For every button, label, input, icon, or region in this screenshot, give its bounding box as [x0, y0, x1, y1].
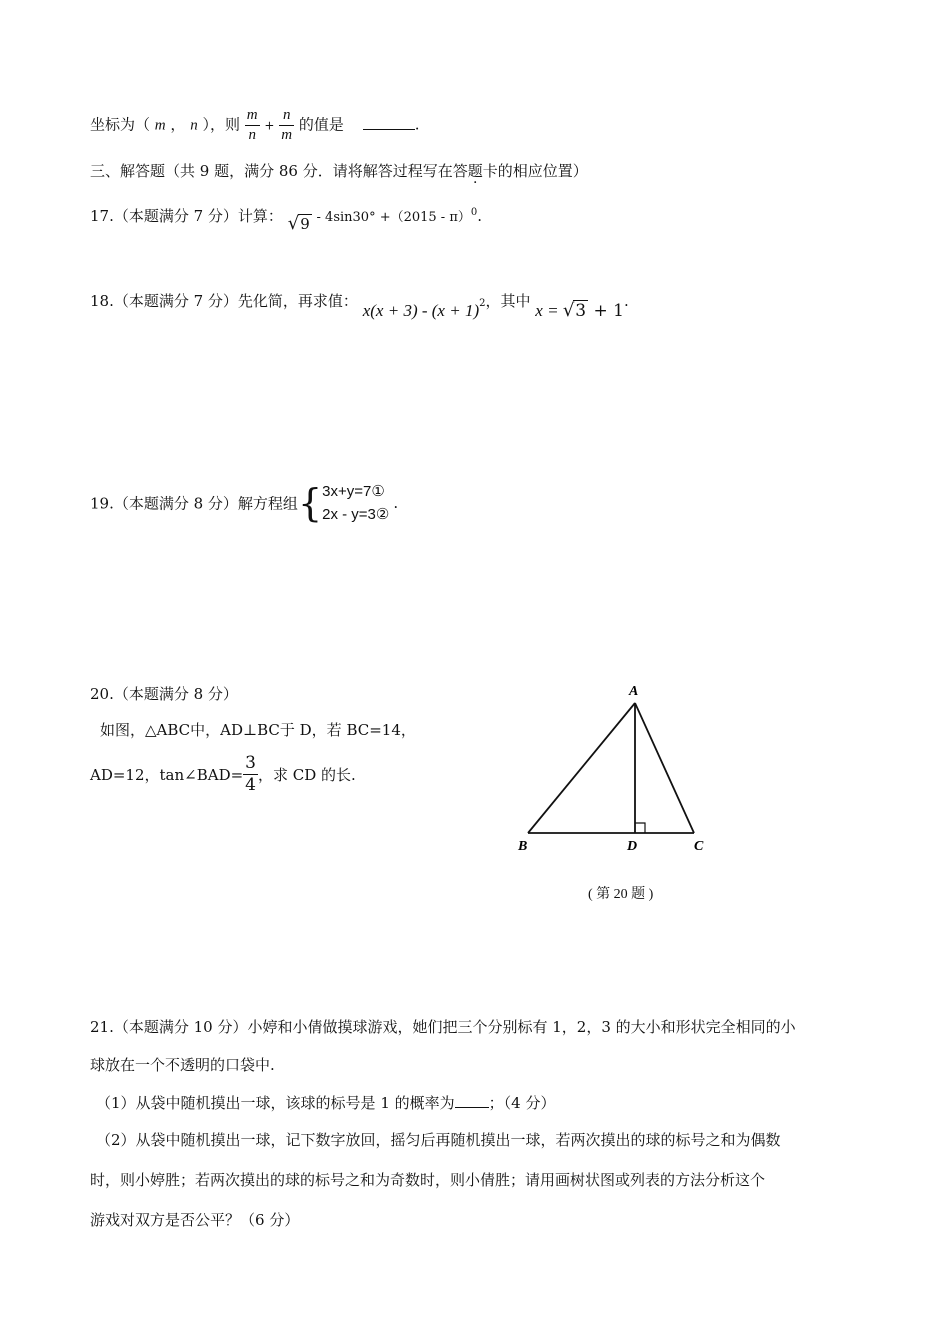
question-19 — [90, 480, 398, 526]
emphasis-text: 答题卡 — [452, 162, 498, 180]
frac-num: n — [279, 108, 294, 126]
answer-blank — [455, 1107, 489, 1108]
equation-1: 3x+y=7① — [322, 483, 385, 500]
question-20-line1: 如图，△ABC中，AD⊥BC于 D，若 BC=14， — [100, 721, 416, 739]
label-b: B — [518, 839, 528, 854]
frac-num: m — [245, 108, 260, 126]
period: . — [393, 494, 399, 512]
x-equals: x = — [535, 301, 563, 320]
text: ，求 CD 的长. — [258, 766, 356, 784]
text: ， — [170, 115, 186, 134]
text: 三、解答题（共 9 题，满分 86 分．请将解答过程写在 — [90, 162, 453, 180]
question-21-line2: 球放在一个不透明的口袋中. — [90, 1056, 275, 1074]
answer-blank — [363, 129, 415, 130]
text: ，其中 — [485, 292, 531, 310]
line-coordinate — [90, 108, 419, 143]
text: 的相应位置） — [497, 162, 588, 180]
question-20-label: 20.（本题满分 8 分） — [90, 685, 238, 703]
question-21-part2-line2: 时，则小婷胜；若两次摸出的球的标号之和为奇数时，则小倩胜；请用画树状图或列表的方法分析这个 — [90, 1171, 766, 1189]
label-c: C — [694, 839, 704, 854]
section-header — [90, 160, 588, 181]
frac-den: 4 — [245, 775, 256, 795]
expression: - 4sin30° +（2015 - π） — [316, 210, 471, 225]
period: . — [414, 115, 420, 134]
question-21-part1 — [96, 1092, 555, 1113]
fraction-3-over-4 — [243, 755, 258, 794]
text: AD=12，tan∠BAD= — [90, 766, 244, 784]
exponent: 0 — [470, 207, 478, 218]
equation-2: 2x - y=3② — [322, 506, 390, 523]
equation-system — [322, 480, 389, 526]
text: 坐标为（ — [90, 115, 151, 134]
sqrt-symbol: √ — [287, 213, 300, 234]
text: 的值是 — [298, 115, 344, 134]
var-m: m — [154, 117, 166, 134]
plus-sign: + — [264, 118, 275, 133]
question-21-part2-line1: （2）从袋中随机摸出一球，记下数字放回，摇匀后再随机摸出一球，若两次摸出的球的标号之和为偶数 — [96, 1131, 781, 1149]
exponent: 2 — [479, 298, 486, 309]
question-label: 18.（本题满分 7 分）先化简，再求值： — [90, 292, 358, 310]
figure-caption: ( 第 20 题 ) — [588, 887, 654, 902]
text: （1）从袋中随机摸出一球，该球的标号是 1 的概率为 — [96, 1094, 455, 1112]
brace: { — [297, 481, 323, 525]
sqrt-value: 9 — [300, 215, 310, 233]
question-label: 19.（本题满分 8 分）解方程组 — [90, 494, 298, 513]
label-a: A — [629, 684, 639, 699]
question-label: 17.（本题满分 7 分）计算： — [90, 207, 283, 225]
plus-one: + 1 — [588, 301, 624, 321]
sqrt-value: 3 — [575, 301, 587, 321]
fraction-m-over-n — [245, 108, 260, 143]
frac-num: 3 — [245, 753, 256, 773]
label-d: D — [627, 839, 638, 854]
question-21-part2-line3: 游戏对双方是否公平？（6 分） — [90, 1211, 300, 1229]
text: ），则 — [202, 115, 241, 134]
side-ac — [635, 703, 694, 833]
question-18 — [90, 290, 629, 321]
period: . — [477, 207, 483, 225]
text: ；（4 分） — [488, 1094, 556, 1112]
question-17 — [90, 205, 483, 234]
question-21-line1: 21.（本题满分 10 分）小婷和小倩做摸球游戏，她们把三个分别标有 1，2，3 的大小和形状完全相同的小 — [90, 1018, 796, 1036]
triangle-figure — [510, 675, 730, 865]
frac-den: m — [281, 127, 293, 143]
right-angle-mark — [635, 823, 645, 833]
question-20-line2 — [90, 755, 356, 794]
expression: x(x + 3) - (x + 1) — [362, 301, 480, 320]
sqrt-symbol: √ — [562, 300, 575, 321]
side-ab — [528, 703, 635, 833]
fraction-n-over-m — [279, 108, 294, 143]
period: . — [624, 292, 629, 310]
var-n: n — [190, 117, 198, 134]
frac-den: n — [248, 127, 256, 143]
